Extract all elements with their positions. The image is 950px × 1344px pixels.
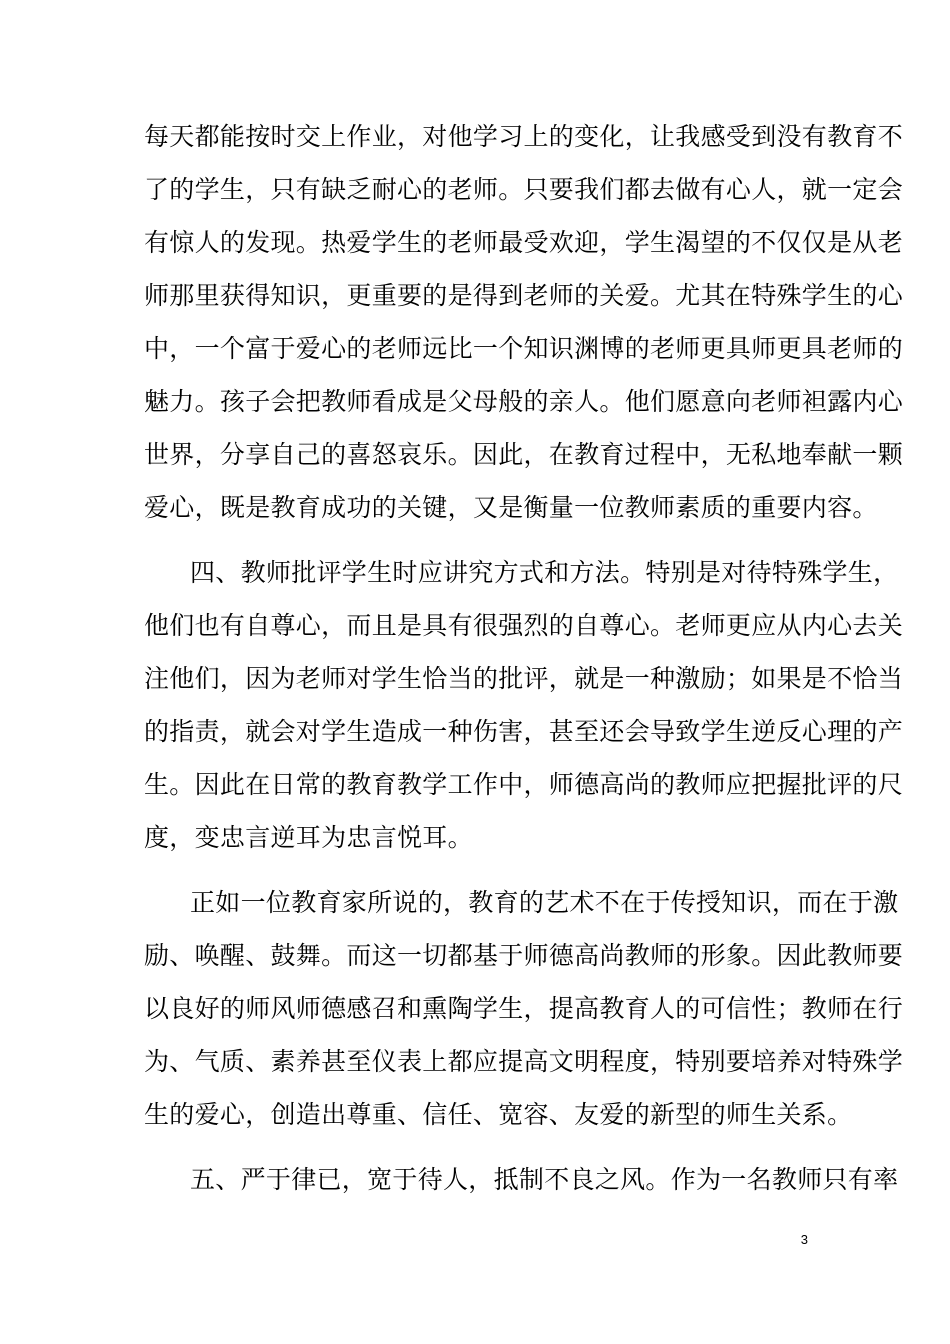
text-line: 中，一个富于爱心的老师远比一个知识渊博的老师更具师更具老师的 <box>144 334 904 363</box>
text-line: 有惊人的发现。热爱学生的老师最受欢迎，学生渴望的不仅仅是从老 <box>144 228 904 257</box>
page-number: 3 <box>800 1232 808 1247</box>
text-line: 的指责，就会对学生造成一种伤害，甚至还会导致学生逆反心理的产 <box>144 717 904 746</box>
text-line: 每天都能按时交上作业，对他学习上的变化，让我感受到没有教育不 <box>144 122 904 151</box>
text-line: 他们也有自尊心，而且是具有很强烈的自尊心。老师更应从内心去关 <box>144 611 904 640</box>
paragraph-first-line: 四、教师批评学生时应讲究方式和方法。特别是对待特殊学生， <box>190 558 899 587</box>
text-line: 注他们，因为老师对学生恰当的批评，就是一种激励；如果是不恰当 <box>144 664 904 693</box>
paragraph-first-line: 正如一位教育家所说的，教育的艺术不在于传授知识，而在于激 <box>190 888 899 917</box>
text-line: 以良好的师风师德感召和熏陶学生，提高教育人的可信性；教师在行 <box>144 994 904 1023</box>
text-line: 世界，分享自己的喜怒哀乐。因此，在教育过程中，无私地奉献一颗 <box>144 440 904 469</box>
text-line: 励、唤醒、鼓舞。而这一切都基于师德高尚教师的形象。因此教师要 <box>144 941 904 970</box>
text-line: 了的学生，只有缺乏耐心的老师。只要我们都去做有心人，就一定会 <box>144 175 904 204</box>
text-line: 生的爱心，创造出尊重、信任、宽容、友爱的新型的师生关系。 <box>144 1100 853 1129</box>
paragraph-first-line: 五、严于律已，宽于待人，抵制不良之风。作为一名教师只有率 <box>190 1165 899 1194</box>
text-line: 爱心，既是教育成功的关键，又是衡量一位教师素质的重要内容。 <box>144 493 878 522</box>
text-line: 生。因此在日常的教育教学工作中，师德高尚的教师应把握批评的尺 <box>144 770 904 799</box>
text-line: 师那里获得知识，更重要的是得到老师的关爱。尤其在特殊学生的心 <box>144 281 904 310</box>
text-line: 为、气质、素养甚至仪表上都应提高文明程度，特别要培养对特殊学 <box>144 1047 904 1076</box>
text-line: 度，变忠言逆耳为忠言悦耳。 <box>144 823 473 852</box>
text-line: 魅力。孩子会把教师看成是父母般的亲人。他们愿意向老师袒露内心 <box>144 387 904 416</box>
